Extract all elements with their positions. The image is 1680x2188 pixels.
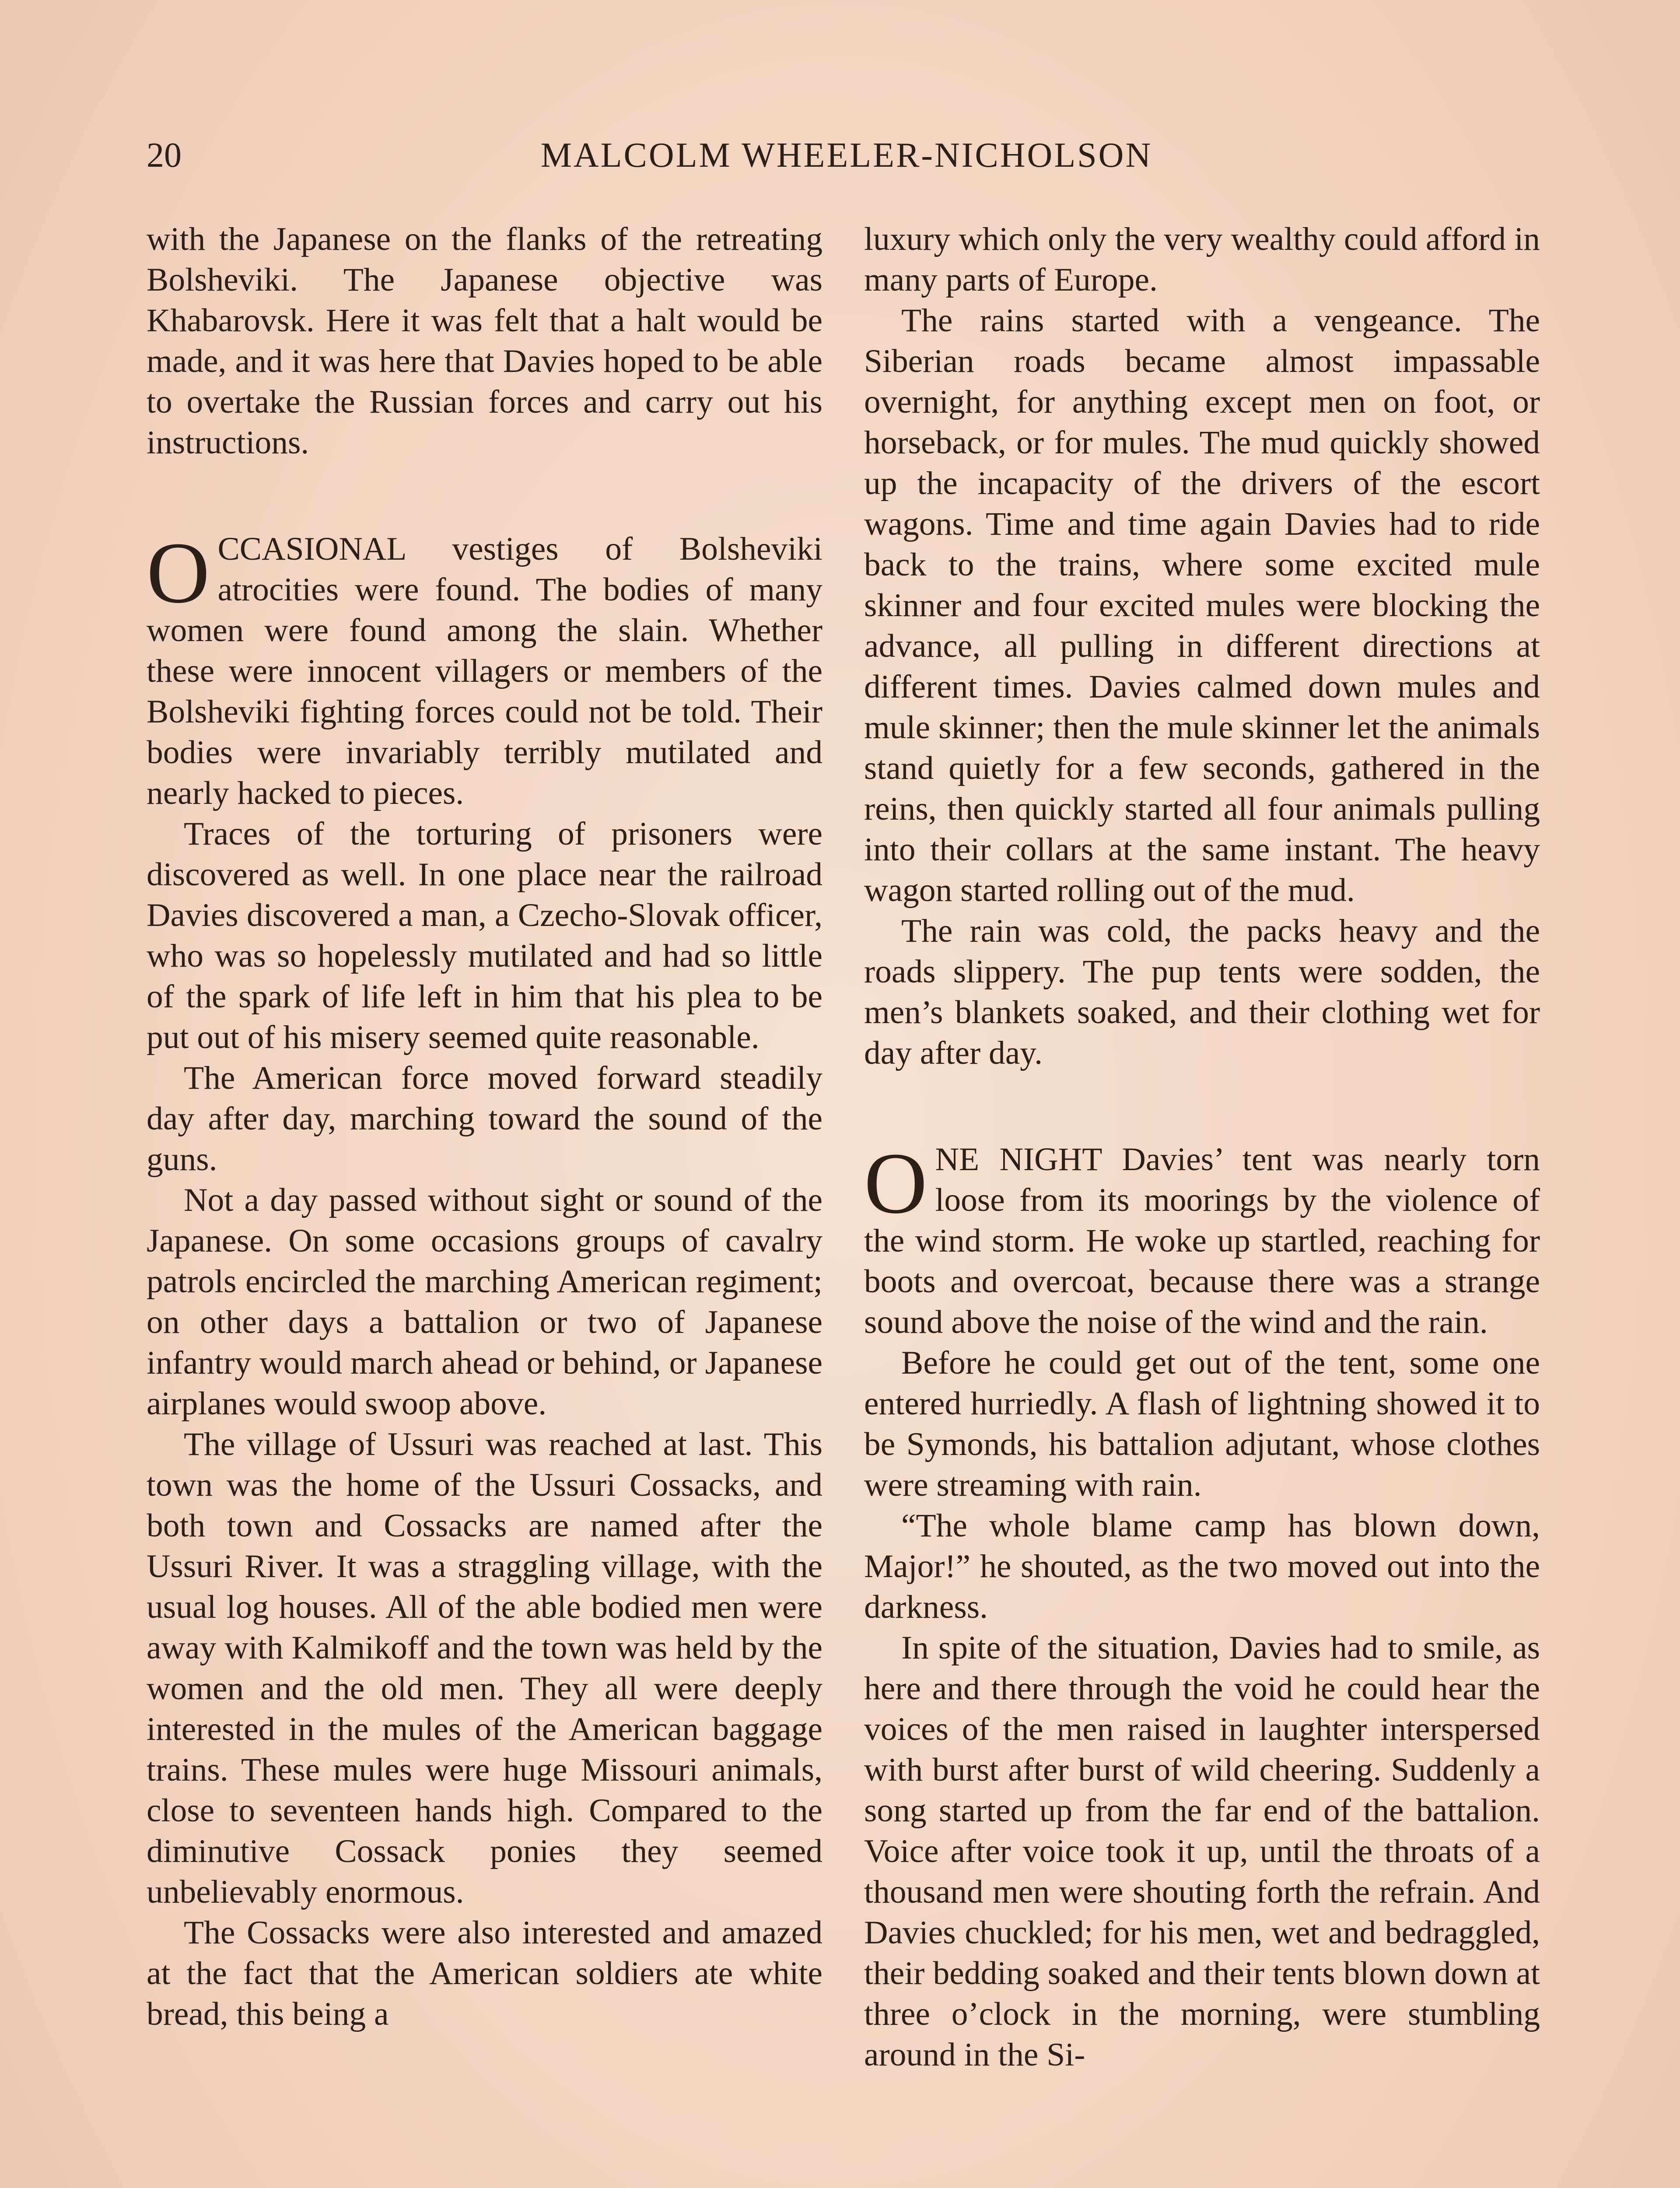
right-column [864, 219, 1540, 2075]
paragraph: with the Japanese on the flanks of the retreating Bolsheviki. The Japanese objective was Khabarovsk. Here it was felt that a halt would be made, and it was here that Davies hoped to be able to overtake the Russian forces and carry out his instructions. [147, 221, 822, 461]
running-head: MALCOLM WHEELER-NICHOLSON [540, 136, 1153, 175]
left-column [147, 219, 822, 2034]
section-lead-paragraph [864, 1135, 1540, 1343]
drop-cap: O [864, 1135, 928, 1232]
paragraph-text: CCASIONAL vestiges of Bolsheviki atrocities were found. The bodies of many women were found among the slain. Whether these were innocent villagers or members of the Bolsheviki fighting forces could not be told. Their bodies were invariably terribly mutilated and nearly hacked to pieces. [147, 531, 822, 811]
paragraph: The village of Ussuri was reached at last. This town was the home of the Ussuri Cossacks, and both town and Cossacks are named after the Ussuri River. It was a straggling village, with the usual log houses. All of the able bodied men were away with Kalmikoff and the town was held by the women and the old men. They all were deeply interested in the mules of the American baggage trains. These mules were huge Missouri animals, close to seventeen hands high. Compared to the diminutive Cossack ponies they seemed unbelievably enormous. [147, 1426, 822, 1910]
drop-cap: O [147, 525, 210, 621]
page-header [147, 131, 1547, 179]
paragraph: Not a day passed without sight or sound of the Japanese. On some occasions groups of cavalry patrols encircled the marching American regiment; on other days a battalion or two of Japanese infantry would march ahead or behind, or Japanese airplanes would swoop above. [147, 1182, 822, 1422]
paragraph: The Cossacks were also interested and amazed at the fact that the American soldiers ate white bread, this being a [147, 1914, 822, 2032]
paragraph: In spite of the situation, Davies had to smile, as here and there through the void he could hear the voices of the men raised in laughter interspersed with burst after burst of wild cheering. Suddenly a song started up from the far end of the battalion. Voice after voice took it up, until the throats of a thousand men were shouting forth the refrain. And Davies chuckled; for his men, wet and bedraggled, their bedding soaked and their tents blown down at three o’clock in the morning, were stumbling around in the Si- [864, 1630, 1540, 2073]
paragraph: luxury which only the very wealthy could afford in many parts of Europe. [864, 221, 1540, 298]
paragraph: The American force moved forward steadily day after day, marching toward the sound of the guns. [147, 1060, 822, 1178]
section-lead-paragraph [147, 525, 822, 813]
paragraph-text: NE NIGHT Davies’ tent was nearly torn loose from its moorings by the violence of the wind storm. He woke up startled, reaching for boots and overcoat, because there was a strange sound above the noise of the wind and the rain. [864, 1141, 1540, 1340]
paragraph: The rains started with a vengeance. The Siberian roads became almost impassable overnight, for anything except men on foot, or horseback, or for mules. The mud quickly showed up the incapacity of the drivers of the escort wagons. Time and time again Davies had to ride back to the trains, where some excited mule skinner and four excited mules were blocking the advance, all pulling in different directions at different times. Davies calmed down mules and mule skinner; then the mule skinner let the animals stand quietly for a few seconds, gathered in the reins, then quickly started all four animals pulling into their collars at the same instant. The heavy wagon started rolling out of the mud. [864, 302, 1540, 908]
paragraph: Traces of the torturing of prisoners were discovered as well. In one place near the railroad Davies discovered a man, a Czecho-Slovak officer, who was so hopelessly mutilated and had so little of the spark of life left in him that his plea to be put out of his misery seemed quite reasonable. [147, 816, 822, 1055]
paragraph: “The whole blame camp has blown down, Major!” he shouted, as the two moved out into the darkness. [864, 1508, 1540, 1625]
paragraph: Before he could get out of the tent, some one entered hurriedly. A flash of lightning showed it to be Symonds, his battalion adjutant, whose clothes were streaming with rain. [864, 1345, 1540, 1503]
page-number: 20 [147, 136, 182, 175]
paragraph: The rain was cold, the packs heavy and the roads slippery. The pup tents were sodden, the men’s blankets soaked, and their clothing wet for day after day. [864, 913, 1540, 1071]
